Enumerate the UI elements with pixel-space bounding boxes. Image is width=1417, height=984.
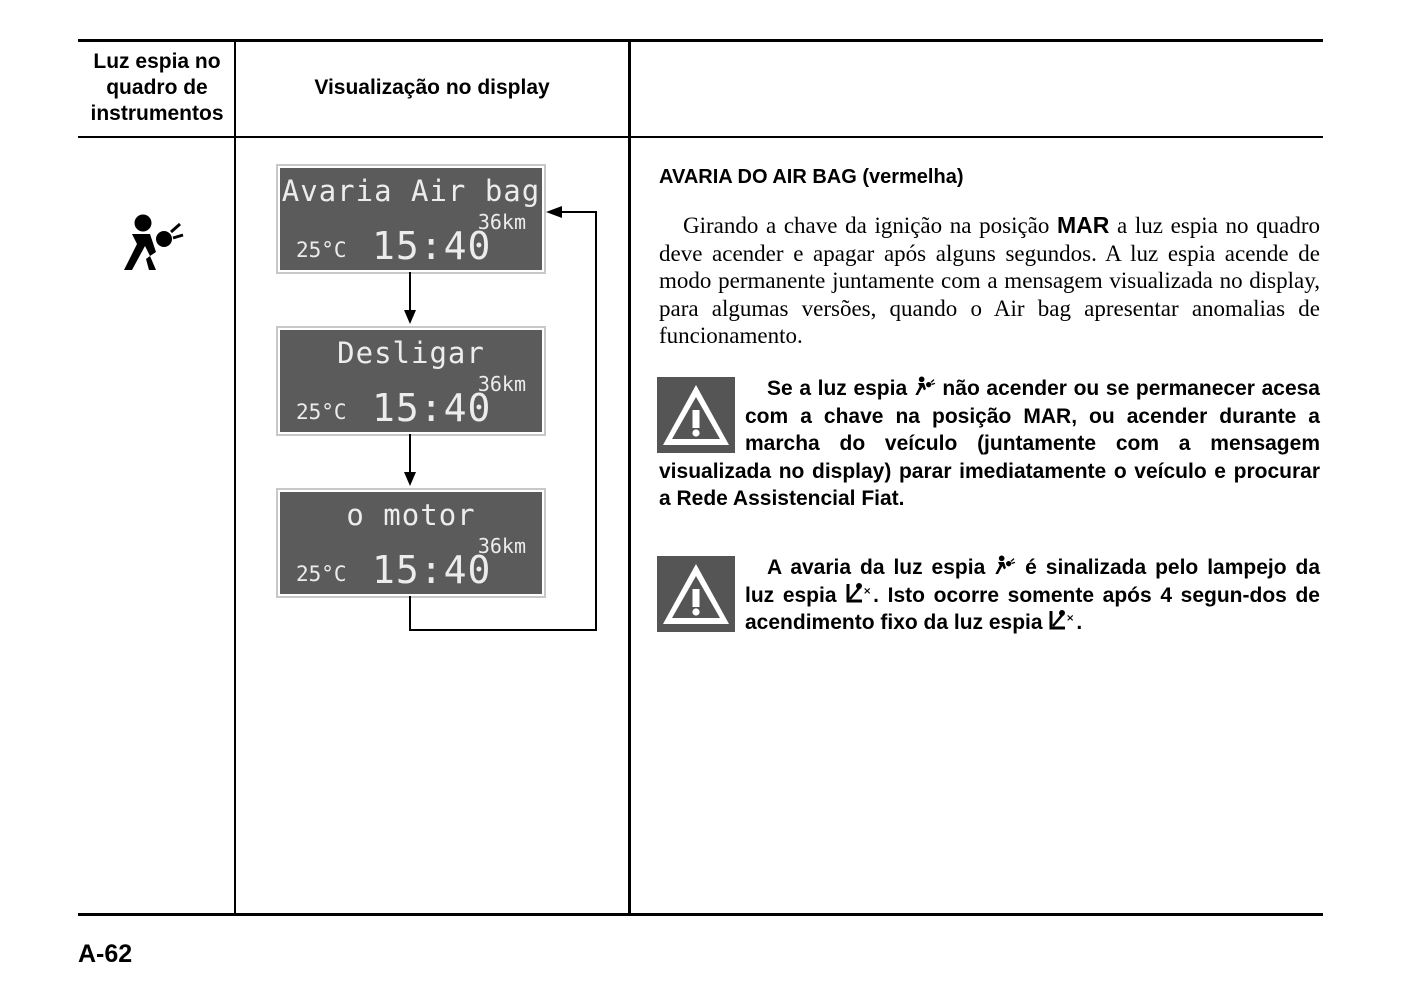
- warning-block-2: A avaria da luz espia é sinalizada pelo lampejo da luz espia × . Isto ocorre somente após 4 segun-dos de acendimento fixo da luz espia × .: [659, 554, 1320, 637]
- warning-triangle-icon: [657, 556, 735, 632]
- column-header-indicator: Luz espia no quadro de instrumentos: [90, 50, 224, 125]
- display-screen-3: o motor 36km 25°C 15:40: [278, 490, 544, 596]
- warning-block-1: Se a luz espia não acender ou se permanecer acesa com a chave na posição MAR, ou acender durante a marcha do veículo (juntamente com a mensagem visualizada no display) parar imediatamente o veículo e procurar a Rede Assistencial Fiat.: [659, 377, 1320, 511]
- warning-triangle-icon: [657, 377, 735, 453]
- page-number: A-62: [78, 940, 133, 968]
- loop-back-arrow: [410, 212, 596, 630]
- column-header-display: Visualização no display: [314, 76, 550, 99]
- arrow-down-2-head: [404, 472, 416, 486]
- svg-text:×: ×: [1066, 613, 1075, 625]
- arrow-down-1-head: [404, 310, 416, 324]
- display-screen-2: Desligar 36km 25°C 15:40: [278, 328, 544, 434]
- airbag-warning-icon: [914, 375, 936, 397]
- seatbelt-icon: [1048, 609, 1076, 631]
- loop-back-arrow-head: [546, 206, 562, 218]
- seatbelt-icon: [845, 582, 873, 604]
- airbag-warning-icon: [994, 554, 1016, 576]
- svg-text:×: ×: [863, 585, 872, 597]
- section-title: AVARIA DO AIR BAG (vermelha): [659, 166, 964, 188]
- display-screen-1: Avaria Air bag 36km 25°C 15:40: [278, 166, 544, 272]
- description-paragraph: Girando a chave da ignição na posição MAR a luz espia no quadro deve acender e apagar após alguns segundos. A luz espia acende de modo permanente juntamente com a mensagem visualizada no display, para algumas versões, quando o Air bag apresentar anomalias de funcionamento.: [659, 212, 1321, 349]
